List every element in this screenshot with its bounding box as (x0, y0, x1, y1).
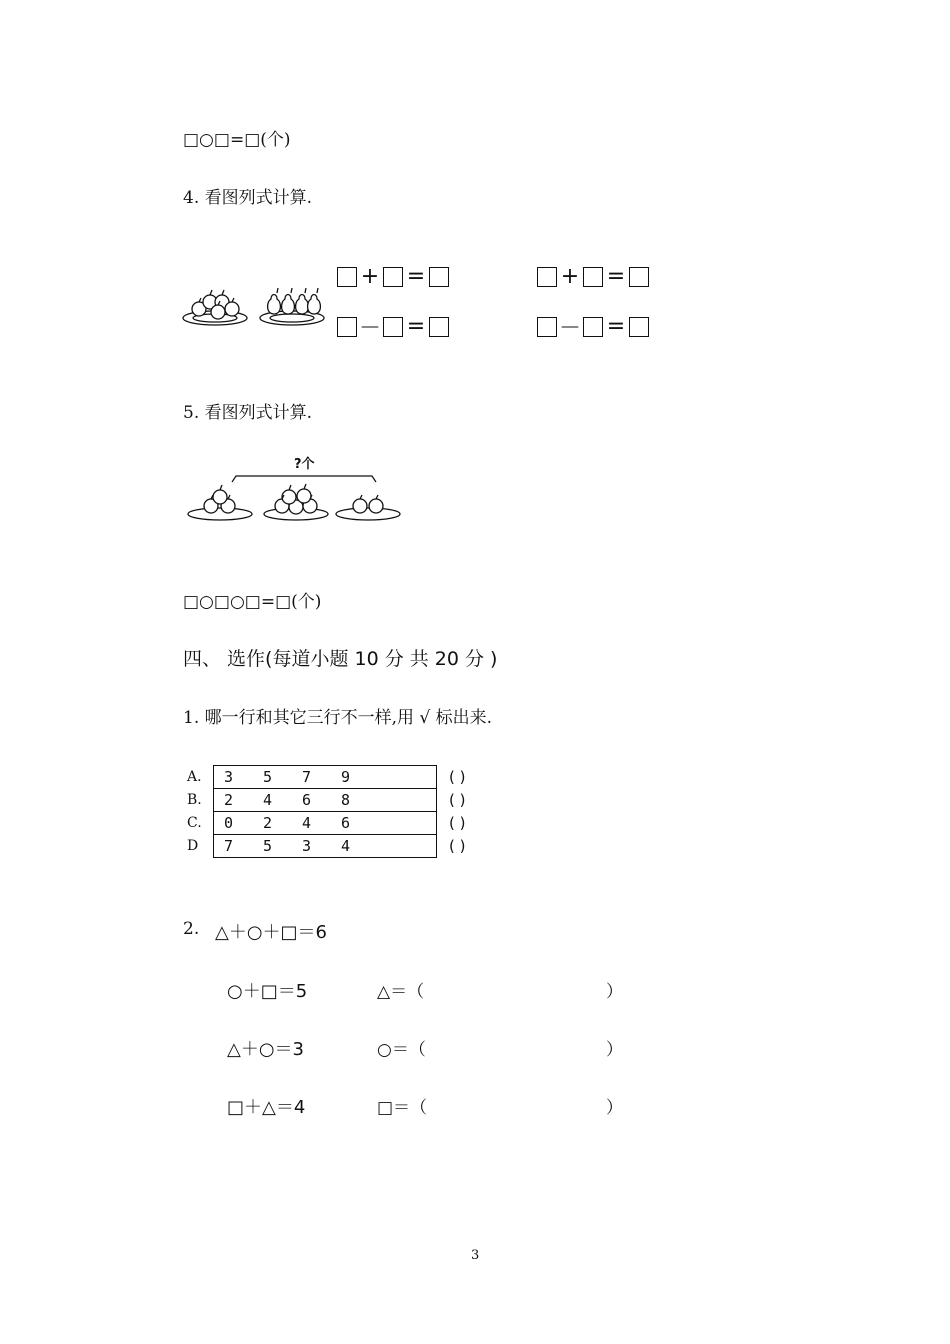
plus-sign: + (360, 264, 380, 289)
answer-box[interactable] (383, 317, 403, 337)
answer-box[interactable] (429, 267, 449, 287)
answer-prompt[interactable]: □＝（ (377, 1098, 428, 1118)
minus-sign: － (558, 316, 581, 341)
plus-sign: + (560, 264, 580, 289)
q4-equation-sub-1 (337, 311, 449, 342)
table-row (186, 789, 466, 812)
equals-sign: = (406, 314, 426, 339)
clue-equation: ○＋□＝5 (227, 981, 308, 1002)
answer-prompt[interactable]: △＝（ (377, 982, 425, 1002)
q5-title: 5. 看图列式计算. (183, 403, 313, 423)
number-row: 7 5 3 4 (214, 835, 437, 858)
options-table (186, 765, 466, 858)
answer-box[interactable] (383, 267, 403, 287)
q4-equation-sub-2 (537, 311, 649, 342)
answer-box[interactable] (583, 267, 603, 287)
clue-equation: □＋△＝4 (227, 1097, 306, 1118)
answer-box[interactable] (429, 317, 449, 337)
q4-equation-add-2 (537, 264, 649, 289)
answer-close: ） (606, 1040, 623, 1060)
number-row: 0 2 4 6 (214, 812, 437, 835)
answer-prompt[interactable]: ○＝（ (377, 1040, 426, 1060)
brace-icon (232, 476, 376, 482)
answer-paren[interactable]: ( ) (449, 768, 466, 786)
page-number: 3 (471, 1248, 480, 1263)
row-label: A. (187, 769, 202, 785)
q5-formula: □○□○□=□(个) (183, 592, 322, 612)
q4-equation-add-1 (337, 264, 449, 289)
table-row (186, 766, 466, 789)
row-label: B. (187, 792, 202, 808)
apple-plate-icon (336, 495, 400, 520)
clue-equation: △＋○＝3 (227, 1039, 305, 1060)
number-row: 2 4 6 8 (214, 789, 437, 812)
answer-box[interactable] (537, 267, 557, 287)
answer-box[interactable] (337, 317, 357, 337)
q3-formula: □○□=□(个) (183, 130, 291, 150)
equals-sign: = (406, 264, 426, 289)
q4-title: 4. 看图列式计算. (183, 188, 313, 208)
s4q1-title: 1. 哪一行和其它三行不一样,用 √ 标出来. (183, 708, 493, 728)
answer-close: ） (606, 982, 623, 1002)
answer-box[interactable] (629, 317, 649, 337)
answer-box[interactable] (337, 267, 357, 287)
brace-label: ?个 (294, 457, 315, 472)
answer-paren[interactable]: ( ) (449, 814, 466, 832)
q4-fruit-plates (182, 278, 332, 334)
answer-paren[interactable]: ( ) (449, 837, 466, 855)
section-heading: 四、 选作(每道小题 10 分 共 20 分 ) (183, 648, 498, 670)
answer-paren[interactable]: ( ) (449, 791, 466, 809)
pear-plate-icon (260, 288, 324, 325)
apple-plate-icon (183, 290, 247, 325)
answer-box[interactable] (537, 317, 557, 337)
s4q2-main-equation: △＋○＋□＝6 (215, 922, 328, 943)
minus-sign: － (358, 316, 381, 341)
equals-sign: = (606, 264, 626, 289)
table-row (186, 835, 466, 858)
table-row (186, 812, 466, 835)
apple-plate-icon (264, 484, 328, 520)
answer-close: ） (606, 1098, 623, 1118)
number-row: 3 5 7 9 (214, 766, 437, 789)
row-label: D (187, 838, 199, 854)
apple-plate-icon (188, 485, 252, 520)
s4q2-number: 2. (183, 919, 200, 939)
q5-apple-plates (186, 470, 406, 526)
answer-box[interactable] (629, 267, 649, 287)
equals-sign: = (606, 314, 626, 339)
answer-box[interactable] (583, 317, 603, 337)
row-label: C. (187, 815, 202, 831)
